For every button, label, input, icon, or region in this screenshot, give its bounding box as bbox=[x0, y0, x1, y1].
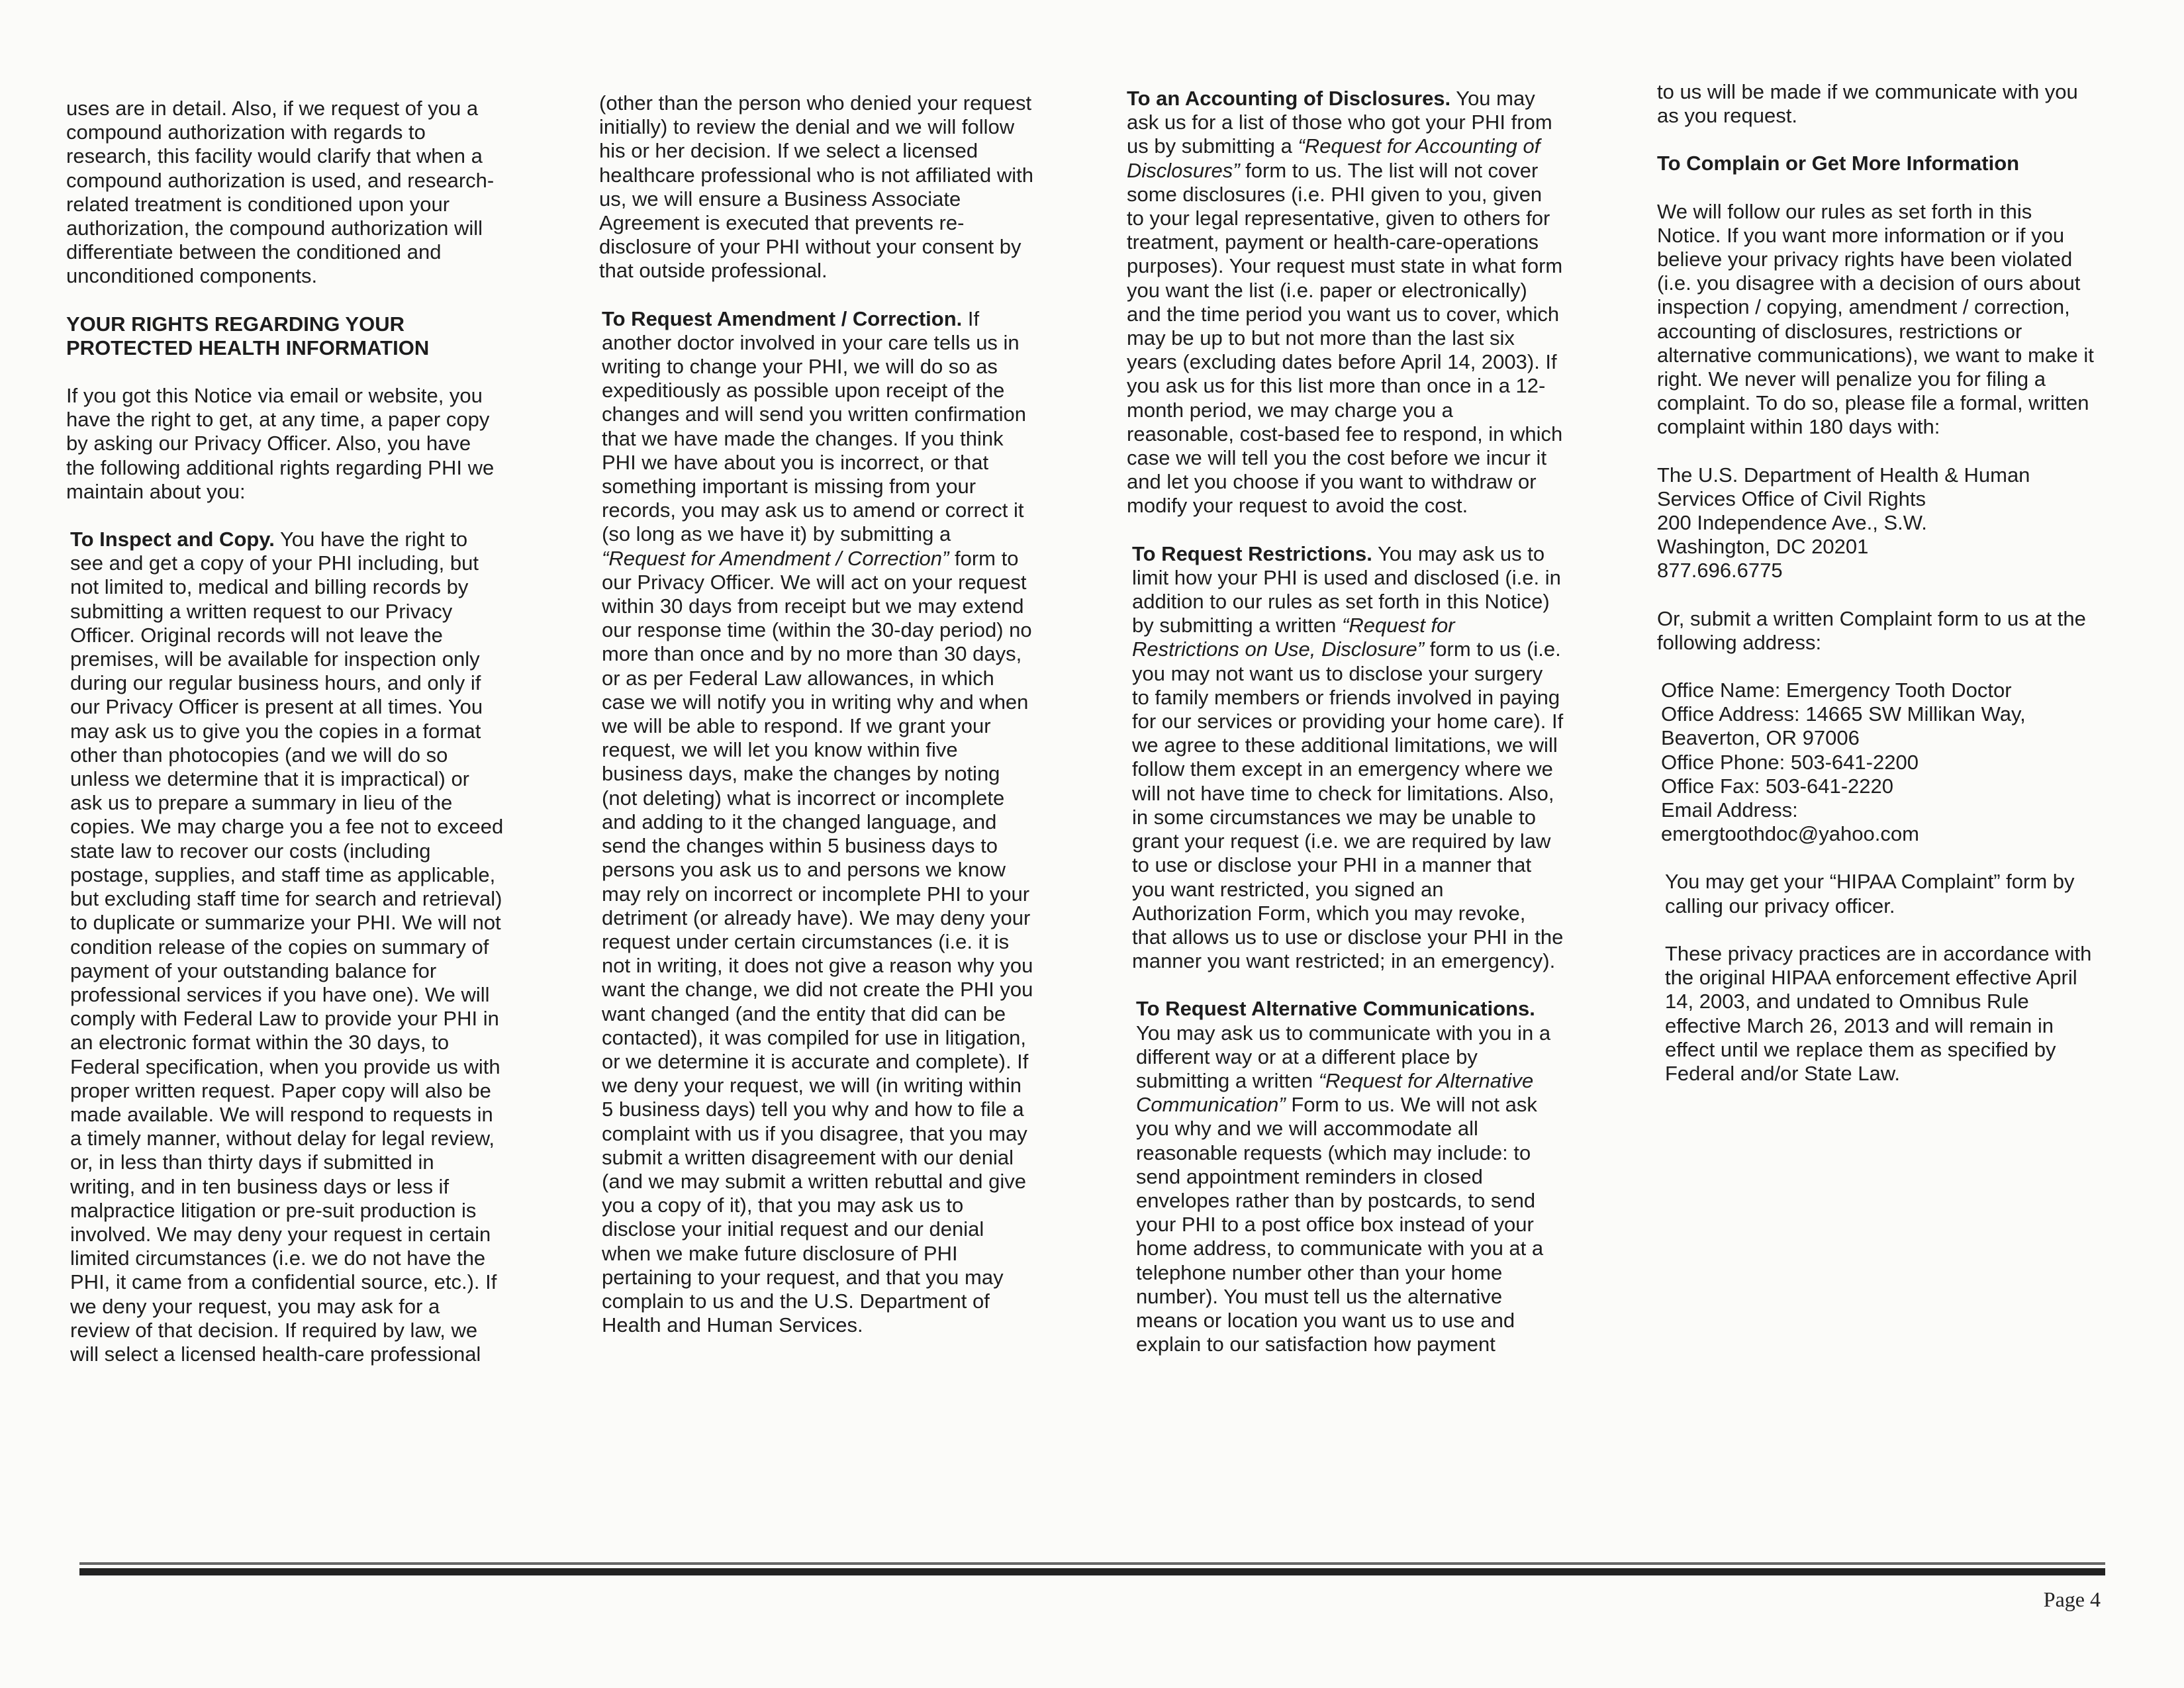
accounting-body-part-2: form to us. The list will not cover some disclosures (i.e. PHI given to you, given to your legal representative, given to others for treatment, payment or health-care-operations purposes). Your request must state in what form you want the list (i.e. paper or electronically) and the time period you want us to cover, which may be up to but not more than the last six years (excluding dates before April 14, 2003). If you ask us for this list more than once in a 12-month period, we may charge you a reasonable, cost-based fee to respond, in which case we will tell you the cost before we incur it and let you choose if you want to withdraw or modify your request to avoid the cost. bbox=[1127, 158, 1563, 518]
alternative-communications-body-part-2: Form to us. We will not ask you why and we will accommodate all reasonable requests (which may include: to send appointment reminders in closed envelopes rather than by postcards, to send your PHI to a post office box instead of your home address, to communicate with you at a telephone number other than your home number). You must tell us the alternative means or location you want us to use and explain to our satisfaction how payment bbox=[1136, 1093, 1544, 1356]
payment-continued-paragraph: to us will be made if we communicate with you as you request. bbox=[1657, 80, 2078, 128]
rights-heading-line-1: YOUR RIGHTS REGARDING YOUR bbox=[66, 312, 404, 336]
footer-divider-thin-line bbox=[79, 1562, 2105, 1565]
privacy-practices-paragraph: These privacy practices are in accordance with the original HIPAA enforcement effective April 14, 2003, and undated to Omnibus Rule effective March 26, 2013 and will remain in effect until we replace them as specified by Federal and/or State Law. bbox=[1665, 941, 2092, 1085]
hhs-line-4: Washington, DC 20201 bbox=[1657, 535, 1869, 559]
accounting-form-name: “Request for Accounting of Disclosures” bbox=[1127, 134, 1541, 182]
office-address-line-1: Office Address: 14665 SW Millikan Way, bbox=[1661, 702, 2026, 726]
footer-divider-thick-line bbox=[79, 1568, 2105, 1575]
column-4 bbox=[1657, 80, 2094, 1109]
office-name: Office Name: Emergency Tooth Doctor bbox=[1661, 679, 2012, 702]
amendment-body-part-1: If another doctor involved in your care tells us in writing to change your PHI, we will do so as expeditiously as possible upon receipt of the changes and will send you written confirmation that we have made the changes. If you think PHI we have about you is incorrect, or that something important is missing from your records, you may ask us to amend or correct it (so long as we have it) by submitting a bbox=[602, 306, 1027, 546]
hhs-address-block bbox=[1657, 463, 2094, 583]
alternative-communications-body-part-1: You may ask us to communicate with you in a different way or at a different place by submitting a written bbox=[1136, 1021, 1551, 1092]
inspect-copy-heading: To Inspect and Copy. bbox=[70, 528, 275, 551]
restrictions-heading: To Request Restrictions. bbox=[1132, 541, 1372, 565]
alternative-communications-heading: To Request Alternative Communications. bbox=[1136, 997, 1535, 1021]
column-1 bbox=[66, 97, 503, 1390]
column-2 bbox=[599, 91, 1036, 1361]
inspect-copy-body: You have the right to see and get a copy of your PHI including, but not limited to, medical and billing records by submitting a written request to our Privacy Officer. Original records will not leave the premises, will be available for inspection only during our regular business hours, and only if our Privacy Officer is present at all times. You may ask us to give you the copies in a format other than photocopies (and we will do so unless we determine that it is impractical) or ask us to prepare a summary in lieu of the copies. We may charge you a fee not to exceed state law to recover our costs (including postage, supplies, and staff time as applicable, but excluding staff time for search and retrieval) to duplicate or summarize your PHI. We will not condition release of the copies on summary of payment of your outstanding balance for professional services if you have one). We will comply with Federal Law to provide your PHI in an electronic format within the 30 days, to Federal specification, when you provide us with proper written request. Paper copy will also be made available. We will respond to requests in a timely manner, without delay for legal review, or, in less than thirty days if submitted in writing, and in ten business days or less if malpractice litigation or pre-suit production is involved. We may deny your request in certain limited circumstances (i.e. we do not have the PHI, it came from a confidential source, etc.). If we deny your request, you may ask for a review of that decision. If required by law, we will select a licensed health-care professional bbox=[70, 528, 504, 1366]
amendment-form-name: “Request for Amendment / Correction” bbox=[602, 546, 949, 570]
accounting-body-part-1: You may ask us for a list of those who got your PHI from us by submitting a bbox=[1127, 87, 1552, 158]
complaint-rules-paragraph: We will follow our rules as set forth in this Notice. If you want more information or if you believe your privacy rights have been violated (i.e. you disagree with a decision of ours about inspection / copying, amendment / correction, accounting of disclosures, restrictions or alternative communications), we want to make it right. We never will penalize you for filing a complaint. To do so, please file a formal, written complaint within 180 days with: bbox=[1657, 199, 2094, 439]
hhs-phone: 877.696.6775 bbox=[1657, 559, 1783, 583]
hhs-line-3: 200 Independence Ave., S.W. bbox=[1657, 511, 1927, 535]
office-contact-block bbox=[1657, 679, 2094, 846]
amendment-heading: To Request Amendment / Correction. bbox=[602, 306, 963, 330]
review-denial-paragraph: (other than the person who denied your request initially) to review the denial and we will follow his or her decision. If we select a licensed healthcare professional who is not affiliated with us, we will ensure a Business Associate Agreement is executed that prevents re-disclosure of your PHI without your consent by that outside professional. bbox=[599, 91, 1033, 283]
inspect-copy-section bbox=[66, 528, 504, 1366]
amendment-body-part-2: form to our Privacy Officer. We will act on your request within 30 days from receipt but we may extend our response time (within the 30-day period) no more than once and by no more than 30 days, or as per Federal Law allowances, in which case we will notify you in writing why and when we will be able to respond. If we grant your request, we will let you know within five business days, make the changes by noting (not deleting) what is incorrect or incomplete and adding to it the changed language, and send the changes within 5 business days to persons you ask us to and persons we know may rely on incorrect or incomplete PHI to your detriment (or already have). We may deny your request under certain circumstances (i.e. it is not in writing, it does not give a reason why you want the change, we did not create the PHI you want changed (and the entity that did can be contacted), it was compiled for use in litigation, or we determine it is accurate and complete). If we deny your request, we will (in writing within 5 business days) tell you why and how to file a complaint with us if you disagree, that you may submit a written disagreement with our denial (and we may submit a written rebuttal and give you a copy of it), that you may ask us to disclose your initial request and our denial when we make future disclosure of PHI pertaining to your request, and that you may complain to us and the U.S. Department of Health and Human Services. bbox=[602, 546, 1033, 1337]
column-3 bbox=[1127, 87, 1564, 1380]
paper-copy-paragraph: If you got this Notice via email or website, you have the right to get, at any time, a paper copy by asking our Privacy Officer. Also, you have the following additional rights regarding PHI we maintain about you: bbox=[66, 384, 495, 503]
footer-divider bbox=[79, 1562, 2105, 1577]
accounting-heading: To an Accounting of Disclosures. bbox=[1127, 87, 1451, 110]
complain-heading: To Complain or Get More Information bbox=[1657, 152, 2020, 175]
restrictions-body-part-1: You may ask us to limit how your PHI is used and disclosed (i.e. in addition to our rules as set forth in this Notice) by submitting a written bbox=[1132, 541, 1561, 637]
alternative-communications-form-name: “Request for Alternative Communication” bbox=[1136, 1068, 1534, 1117]
email-label: Email Address: bbox=[1661, 798, 1798, 822]
hipaa-complaint-form-paragraph: You may get your “HIPAA Complaint” form by calling our privacy officer. bbox=[1665, 870, 2075, 917]
page-number: Page 4 bbox=[2043, 1587, 2101, 1611]
rights-heading bbox=[66, 312, 503, 360]
email-address: emergtoothdoc@yahoo.com bbox=[1661, 822, 1919, 846]
submit-complaint-paragraph: Or, submit a written Complaint form to us at the following address: bbox=[1657, 606, 2086, 654]
office-fax: Office Fax: 503-641-2220 bbox=[1661, 774, 1893, 798]
compound-authorization-paragraph: uses are in detail. Also, if we request of you a compound authorization with regards to research, this facility would clarify that when a compound authorization is used, and research-related treatment is conditioned upon your authorization, the compound authorization will differentiate between the conditioned and unconditioned components. bbox=[66, 97, 495, 288]
alternative-communications-section bbox=[1127, 997, 1564, 1356]
restrictions-form-name: “Request for Restrictions on Use, Disclosure” bbox=[1132, 614, 1455, 661]
restrictions-section bbox=[1127, 542, 1564, 974]
amendment-section bbox=[599, 307, 1036, 1338]
hhs-line-2: Services Office of Civil Rights bbox=[1657, 487, 1926, 510]
office-address-line-2: Beaverton, OR 97006 bbox=[1661, 726, 1860, 750]
accounting-section bbox=[1127, 87, 1564, 518]
rights-heading-line-2: PROTECTED HEALTH INFORMATION bbox=[66, 336, 430, 359]
restrictions-body-part-2: form to us (i.e. you may not want us to disclose your surgery to family members or friends involved in paying for our services or providing your home care). If we agree to these additional limitations, we will follow them except in an emergency where we will not have time to check for limitations. Also, in some circumstances we may be unable to grant your request (i.e. we are required by law to use or disclose your PHI in a manner that you want restricted, you signed an Authorization Form, which you may revoke, that allows us to use or disclose your PHI in the manner you want restricted; in an emergency). bbox=[1132, 637, 1564, 973]
office-phone: Office Phone: 503-641-2200 bbox=[1661, 750, 1919, 774]
hhs-line-1: The U.S. Department of Health & Human bbox=[1657, 463, 2030, 487]
